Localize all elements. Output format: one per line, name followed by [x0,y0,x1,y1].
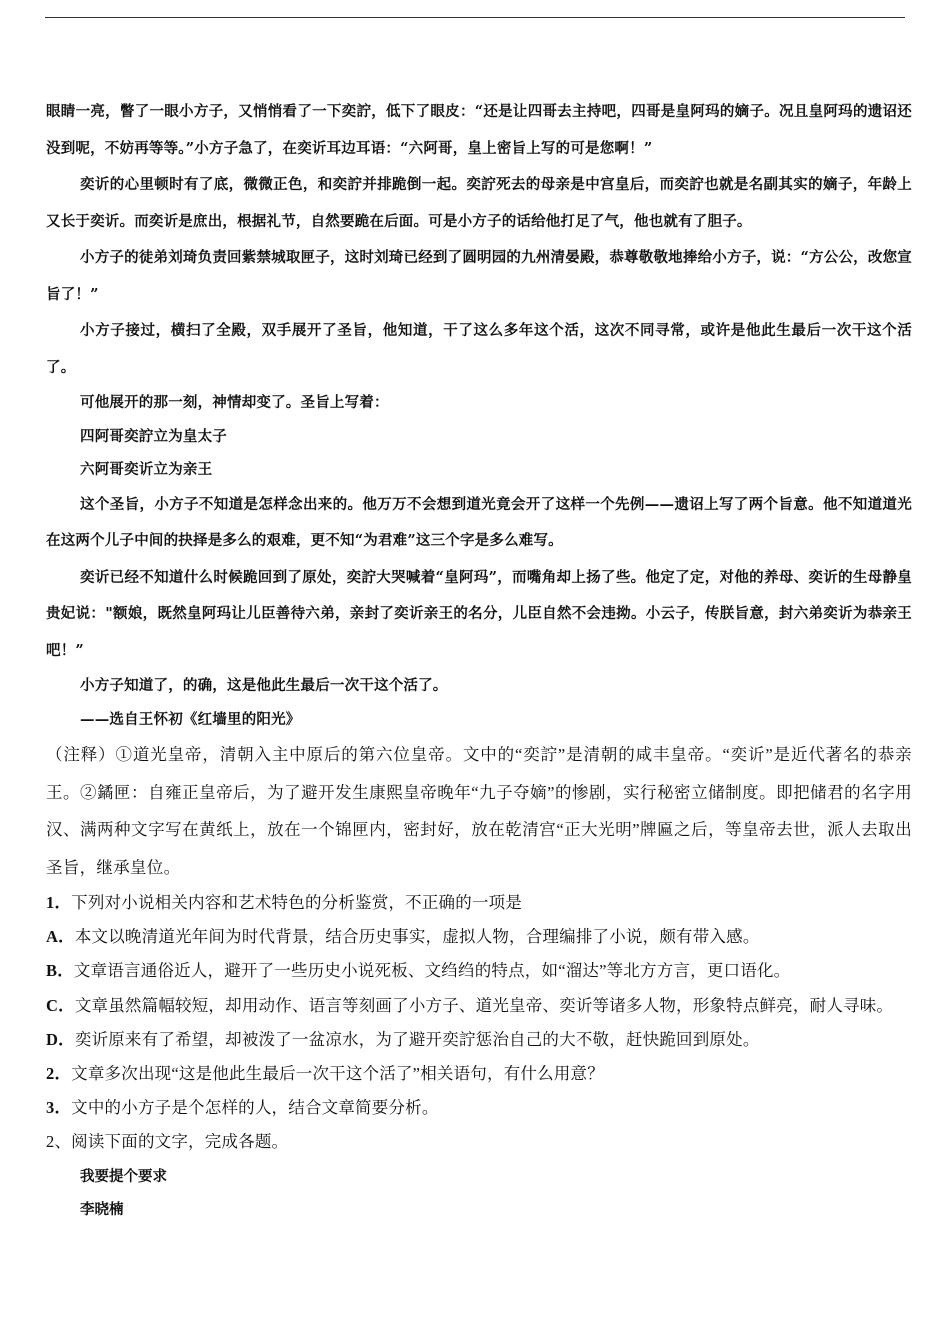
story-source: ——选自王怀初《红墙里的阳光》 [80,710,301,728]
story-paragraph-10: 小方子知道了，的确，这是他此生最后一次干这个活了。 [80,677,448,694]
header-rule [45,17,905,18]
question-1-text: 下列对小说相关内容和艺术特色的分析鉴赏，不正确的一项是 [71,893,523,912]
question-1 [46,886,912,920]
question-3 [46,1091,912,1125]
question-2-text: 文章多次出现“这是他此生最后一次干这个活了”相关语句，有什么用意？ [71,1064,604,1084]
question-2-number: 2． [46,1064,72,1084]
question-2 [46,1057,912,1091]
decree-line-1: 四阿哥奕詝立为皇太子 [80,427,227,445]
story-paragraph-5: 可他展开的那一刻，神情却变了。圣旨上写着： [80,394,389,411]
story-paragraph-1: 眼睛一亮，瞥了一眼小方子，又悄悄看了一下奕詝，低下了眼皮：“还是让四哥去主持吧，四哥是皇阿玛的嫡子。况且皇阿玛的遗诏还没到呢，不妨再等等。”小方子急了，在奕䜣耳边耳语：“六阿哥，皇上密旨上写的可是您啊！” [46,103,912,157]
story-paragraph-4: 小方子接过，横扫了全殿，双手展开了圣旨，他知道，干了这么多年这个活，这次不同寻常，或许是他此生最后一次干这个活了。 [46,322,912,376]
option-b-key: B． [46,961,74,981]
option-c [46,989,912,1023]
option-d-text: 奕䜣原来有了希望，却被泼了一盆凉水，为了避开奕詝惩治自己的大不敬，赶快跪回到原处。 [74,1029,760,1049]
document-page [46,94,912,1226]
story-text [46,94,912,736]
story-paragraph-2: 奕䜣的心里顿时有了底，微微正色，和奕詝并排跪倒一起。奕詝死去的母亲是中宫皇后，而奕詝也就是名副其实的嫡子，年龄上又长于奕䜣。而奕䜣是庶出，根据礼节，自然要跪在后面。可是小方子的话给他打足了气，他也就有了胆子。 [46,176,912,230]
section-2-title: 我要提个要求 [80,1167,167,1185]
questions-section [46,736,912,1226]
story-paragraph-8: 这个圣旨，小方子不知道是怎样念出来的。他万万不会想到道光竟会开了这样一个先例——遗诏上写了两个旨意。他不知道道光在这两个儿子中间的抉择是多么的艰难，更不知“为君难”这三个字是多么难写。 [46,495,912,549]
option-b [46,954,912,988]
section-2-author: 李晓楠 [80,1200,124,1218]
question-3-text: 文中的小方子是个怎样的人，结合文章简要分析。 [71,1098,439,1118]
question-1-number: 1． [46,893,72,912]
question-3-number: 3． [46,1098,72,1118]
decree-line-2: 六阿哥奕䜣立为亲王 [80,461,213,478]
option-d [46,1023,912,1057]
option-c-key: C． [46,995,75,1015]
option-b-text: 文章语言通俗近人，避开了一些历史小说死板、文绉绉的特点，如“溜达”等北方方言，更口语化。 [73,961,791,981]
option-c-text: 文章虽然篇幅较短，却用动作、语言等刻画了小方子、道光皇帝、奕䜣等诸多人物，形象特点鲜亮，耐人寻味。 [74,995,894,1015]
annotation-note: （注释）①道光皇帝，清朝入主中原后的第六位皇帝。文中的“奕詝”是清朝的咸丰皇帝。“奕䜣”是近代著名的恭亲王。②鐍匣：自雍正皇帝后，为了避开发生康熙皇帝晚年“九子夺嫡”的惨剧，实行秘密立储制度。即把储君的名字用汉、满两种文字写在黄纸上，放在一个锦匣内，密封好，放在乾清宫“正大光明”牌匾之后，等皇帝去世，派人去取出圣旨，继承皇位。 [46,745,912,877]
option-a-text: 本文以晚清道光年间为时代背景，结合历史事实，虚拟人物，合理编排了小说，颇有带入感。 [74,927,760,947]
option-a-key: A． [46,927,75,947]
story-paragraph-3: 小方子的徒弟刘琦负责回紫禁城取匣子，这时刘琦已经到了圆明园的九州清晏殿，恭尊敬敬地捧给小方子，说：“方公公，改您宣旨了！” [46,249,912,303]
section-2-heading: 2、阅读下面的文字，完成各题。 [46,1132,289,1152]
option-a [46,920,912,954]
option-d-key: D． [46,1029,75,1049]
story-paragraph-9: 奕䜣已经不知道什么时候跪回到了原处，奕詝大哭喊着“皇阿玛”，而嘴角却上扬了些。他定了定，对他的养母、奕䜣的生母静皇贵妃说："额娘，既然皇阿玛让儿臣善待六弟，亲封了奕䜣亲王的名分，儿臣自然不会违拗。小云子，传朕旨意，封六弟奕䜣为恭亲王吧！” [46,568,912,659]
